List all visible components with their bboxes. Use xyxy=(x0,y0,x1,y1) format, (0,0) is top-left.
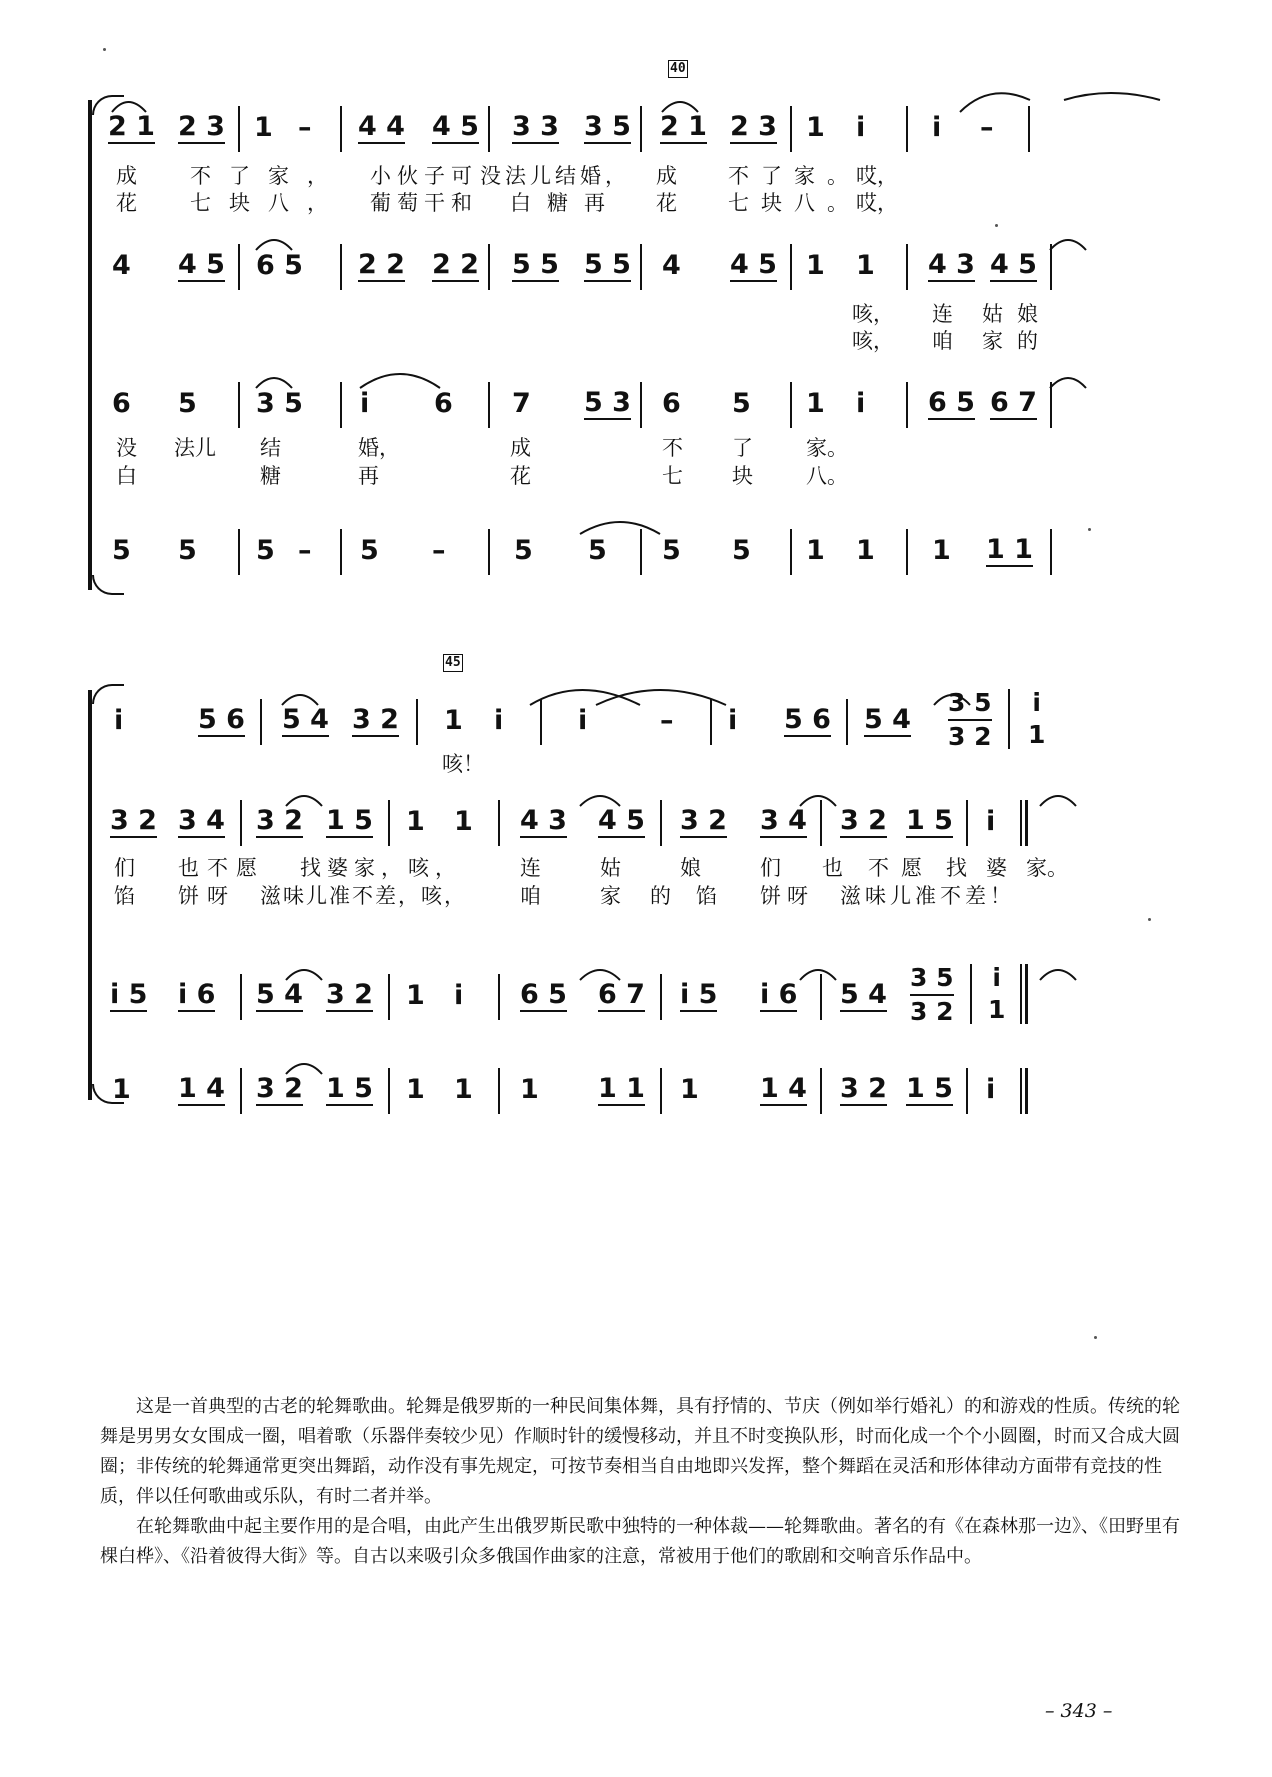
lyric: 们 xyxy=(760,856,781,880)
note: 3 2 xyxy=(110,805,157,836)
lyric: 连 xyxy=(520,856,541,880)
note: 3 2 xyxy=(352,704,399,735)
note: i xyxy=(578,705,588,736)
lyric: 咳！ xyxy=(442,752,484,776)
note: 2 1 xyxy=(108,111,155,142)
barline xyxy=(790,244,792,290)
barline xyxy=(1050,529,1052,575)
scan-speck xyxy=(1094,1336,1097,1339)
lyric: 咳， xyxy=(852,329,894,353)
barline xyxy=(498,974,500,1020)
note: i 6 xyxy=(178,979,216,1010)
note: 2 2 xyxy=(358,249,405,280)
note: 1 5 xyxy=(326,805,373,836)
note: i xyxy=(728,705,738,736)
note: 3 4 xyxy=(760,805,807,836)
lyric: 七块八， xyxy=(190,191,346,215)
lyric: 白 xyxy=(116,464,137,488)
note: 2 3 xyxy=(178,111,225,142)
note: 6 5 xyxy=(520,979,567,1010)
note: 5 4 xyxy=(864,704,911,735)
barline xyxy=(820,1068,822,1114)
note: – xyxy=(298,112,312,143)
barline xyxy=(660,974,662,1020)
note: 3 2 xyxy=(840,1073,887,1104)
note: 4 xyxy=(112,250,131,281)
barline xyxy=(906,244,908,290)
note: 1 1 xyxy=(986,534,1033,565)
note: 4 4 xyxy=(358,111,405,142)
barline xyxy=(1028,106,1030,152)
barline xyxy=(340,106,342,152)
barline xyxy=(906,106,908,152)
barline xyxy=(238,529,240,575)
lyric: 们 xyxy=(114,856,135,880)
note: 3 4 xyxy=(178,805,225,836)
note: 6 5 xyxy=(256,250,303,281)
note: 1 xyxy=(1028,720,1046,749)
measure-number-45: 45 xyxy=(445,655,461,670)
barline xyxy=(498,1068,500,1114)
note: 5 xyxy=(732,388,751,419)
note: 1 xyxy=(806,112,825,143)
barline xyxy=(790,382,792,428)
note: 4 xyxy=(662,250,681,281)
note: 1 xyxy=(254,112,273,143)
note: 1 4 xyxy=(760,1073,807,1104)
note: 6 xyxy=(112,388,131,419)
barline xyxy=(640,244,642,290)
page-number: – 343 – xyxy=(1045,1700,1113,1722)
barline xyxy=(790,106,792,152)
note: 6 5 xyxy=(928,387,975,418)
note: 5 3 xyxy=(584,387,631,418)
lyric: 成 xyxy=(656,164,677,188)
note: 6 7 xyxy=(598,979,645,1010)
lyric: 不 xyxy=(662,436,683,460)
note: 5 5 xyxy=(584,249,631,280)
lyric: 再 xyxy=(358,464,379,488)
barline xyxy=(488,106,490,152)
note: i xyxy=(1032,688,1041,717)
lyric: 连 xyxy=(932,302,953,326)
lyric: 家的 xyxy=(982,329,1052,353)
note: 2 2 xyxy=(432,249,479,280)
lyric: 咱 xyxy=(520,884,541,908)
note: 3 5 xyxy=(948,687,992,721)
s1-voice2 xyxy=(112,240,1170,300)
lyric: 找 xyxy=(946,856,967,880)
barline xyxy=(906,529,908,575)
barline xyxy=(540,699,542,745)
system1-bracket xyxy=(88,100,92,590)
note: i xyxy=(932,112,942,143)
lyric: 了 xyxy=(732,436,753,460)
note: 6 xyxy=(662,388,681,419)
lyric: 家。 xyxy=(1026,856,1068,880)
barline xyxy=(640,529,642,575)
lyric: 法儿 xyxy=(174,436,216,460)
lyric: 咳， xyxy=(852,302,894,326)
barline xyxy=(416,699,418,745)
lyric: 婆 xyxy=(986,856,1007,880)
note: 3 2 xyxy=(256,805,303,836)
lyric: 不了家， xyxy=(190,164,346,188)
barline xyxy=(846,699,848,745)
note: 6 xyxy=(434,388,453,419)
note: 2 3 xyxy=(730,111,777,142)
lyric: 滋味儿准不差！ xyxy=(840,884,1015,908)
barline xyxy=(660,1068,662,1114)
lyric: 饼呀 xyxy=(178,884,236,908)
lyric: 姑 xyxy=(600,856,621,880)
barline xyxy=(710,699,712,745)
lyric: 姑娘 xyxy=(982,302,1052,326)
note: 3 5 xyxy=(256,388,303,419)
note: i xyxy=(360,388,370,419)
note: 1 xyxy=(406,980,425,1011)
scan-speck xyxy=(1148,918,1151,921)
lyric: 糖 xyxy=(260,464,281,488)
paragraph-2: 在轮舞歌曲中起主要作用的是合唱，由此产生出俄罗斯民歌中独特的一种体裁——轮舞歌曲。著名的有《在森林那一边》、《田野里有棵白桦》、《沿着彼得大街》等。自古以来吸引众多俄国作曲家的注意，常被用于他们的歌剧和交响音乐作品中。 xyxy=(100,1516,1180,1567)
note: 2 1 xyxy=(660,111,707,142)
lyric: 花 xyxy=(116,191,137,215)
note: 5 xyxy=(256,535,275,566)
final-barline xyxy=(1020,1068,1028,1114)
lyric: 葡萄干和 xyxy=(370,191,478,215)
stacked-notes xyxy=(1028,687,1045,751)
note: 1 4 xyxy=(178,1073,225,1104)
note: – xyxy=(432,535,446,566)
lyric: 也 xyxy=(822,856,843,880)
lyric: 块 xyxy=(732,464,753,488)
note: 3 2 xyxy=(256,1073,303,1104)
note: 6 7 xyxy=(990,387,1037,418)
note: 5 4 xyxy=(282,704,329,735)
note: – xyxy=(660,705,674,736)
lyric: 家 xyxy=(600,884,621,908)
note: 4 5 xyxy=(990,249,1037,280)
s1-voice3 xyxy=(112,378,1170,438)
note: 1 xyxy=(856,535,875,566)
barline xyxy=(488,382,490,428)
lyric: 小伙子可 xyxy=(370,164,478,188)
barline xyxy=(966,1068,968,1114)
note: 3 5 xyxy=(910,962,954,996)
barline xyxy=(660,800,662,846)
barline xyxy=(820,974,822,1020)
note: 1 xyxy=(454,806,473,837)
measure-number-40: 40 xyxy=(670,61,686,76)
note: 1 xyxy=(406,1074,425,1105)
note: 1 xyxy=(520,1074,539,1105)
barline xyxy=(340,382,342,428)
barline xyxy=(240,974,242,1020)
note: i xyxy=(494,705,504,736)
note: 5 xyxy=(732,535,751,566)
note: 1 xyxy=(112,1074,131,1105)
stacked-notes xyxy=(988,962,1005,1026)
note: 3 2 xyxy=(910,997,954,1026)
note: 3 2 xyxy=(840,805,887,836)
lyric: 找婆家，咳， xyxy=(300,856,462,880)
barline xyxy=(906,382,908,428)
barline xyxy=(970,964,972,1024)
note: 1 xyxy=(806,388,825,419)
note: 1 5 xyxy=(906,805,953,836)
note: 4 3 xyxy=(520,805,567,836)
watermark-logo xyxy=(900,1752,1200,1772)
lyric: 娘 xyxy=(680,856,701,880)
note: 5 xyxy=(178,388,197,419)
final-barline xyxy=(1020,800,1028,846)
lyric: 成 xyxy=(510,436,531,460)
stacked-notes xyxy=(948,687,992,753)
note: 5 5 xyxy=(512,249,559,280)
stacked-notes xyxy=(910,962,954,1028)
note: i xyxy=(986,806,996,837)
note: 4 5 xyxy=(178,249,225,280)
barline xyxy=(240,1068,242,1114)
barline xyxy=(488,529,490,575)
barline xyxy=(388,974,390,1020)
lyric: 咱 xyxy=(932,329,953,353)
note: – xyxy=(298,535,312,566)
barline xyxy=(966,800,968,846)
lyric: 不了家。 xyxy=(728,164,860,188)
barline xyxy=(1008,689,1010,749)
note: i xyxy=(454,980,464,1011)
note: 1 5 xyxy=(906,1073,953,1104)
barline xyxy=(640,106,642,152)
barline xyxy=(498,800,500,846)
note: i xyxy=(986,1074,996,1105)
s1-voice1 xyxy=(108,102,1170,162)
barline xyxy=(388,1068,390,1114)
lyric: 白糖再 xyxy=(510,191,621,215)
scan-speck xyxy=(103,48,106,51)
note: 3 3 xyxy=(512,111,559,142)
lyric: 花 xyxy=(656,191,677,215)
barline xyxy=(238,382,240,428)
note: 3 2 xyxy=(326,979,373,1010)
barline xyxy=(1050,382,1052,428)
note: 5 xyxy=(514,535,533,566)
lyric: 结 xyxy=(260,436,281,460)
lyric: 哎， xyxy=(856,164,898,188)
barline xyxy=(240,800,242,846)
note: 1 xyxy=(806,535,825,566)
note: 7 xyxy=(512,388,531,419)
note: 1 xyxy=(988,995,1006,1024)
lyric: 馅 xyxy=(696,884,717,908)
note: 5 xyxy=(178,535,197,566)
barline xyxy=(340,244,342,290)
note: 1 xyxy=(454,1074,473,1105)
lyric: 八。 xyxy=(806,464,848,488)
note: 1 xyxy=(680,1074,699,1105)
note: i xyxy=(114,705,124,736)
s2-voice4 xyxy=(112,1064,1170,1124)
scan-speck xyxy=(995,224,998,227)
note: 4 5 xyxy=(730,249,777,280)
lyric: 花 xyxy=(510,464,531,488)
lyric: 没法儿结婚， xyxy=(480,164,630,188)
barline xyxy=(488,244,490,290)
final-barline xyxy=(1020,964,1028,1024)
note: 3 2 xyxy=(948,722,992,751)
lyric: 七块八。 xyxy=(728,191,860,215)
lyric: 饼呀 xyxy=(760,884,814,908)
system2-bracket xyxy=(88,690,92,1100)
s2-voice2 xyxy=(110,796,1170,856)
note: 1 5 xyxy=(326,1073,373,1104)
lyric: 成 xyxy=(116,164,137,188)
note: 5 4 xyxy=(256,979,303,1010)
note: i 5 xyxy=(680,979,718,1010)
s2-voice3 xyxy=(110,963,1170,1030)
note: 5 xyxy=(588,535,607,566)
barline xyxy=(820,800,822,846)
barline xyxy=(790,529,792,575)
barline xyxy=(1050,244,1052,290)
note: 5 xyxy=(662,535,681,566)
lyric: 没 xyxy=(116,436,137,460)
note: – xyxy=(980,112,994,143)
note: 5 6 xyxy=(784,704,831,735)
note: 3 5 xyxy=(584,111,631,142)
lyric: 家。 xyxy=(806,436,848,460)
lyric: 也不愿 xyxy=(178,856,265,880)
s2-voice1 xyxy=(114,688,1170,755)
barline xyxy=(388,800,390,846)
note: 5 xyxy=(360,535,379,566)
note: 1 xyxy=(444,705,463,736)
note: 5 xyxy=(112,535,131,566)
note: 5 4 xyxy=(840,979,887,1010)
note: i 6 xyxy=(760,979,798,1010)
lyric: 哎， xyxy=(856,191,898,215)
barline xyxy=(340,529,342,575)
commentary-text xyxy=(100,1392,1180,1572)
lyric: 馅 xyxy=(114,884,135,908)
lyric: 婚， xyxy=(358,436,400,460)
note: 4 5 xyxy=(432,111,479,142)
note: i xyxy=(856,388,866,419)
paragraph-1: 这是一首典型的古老的轮舞歌曲。轮舞是俄罗斯的一种民间集体舞，具有抒情的、节庆（例如举行婚礼）的和游戏的性质。传统的轮舞是男男女女围成一圈，唱着歌（乐器伴奏较少见）作顺时针的缓慢移动，并且不时变换队形，时而化成一个个小圆圈，时而又合成大圆圈；非传统的轮舞通常更突出舞蹈，动作没有事先规定，可按节奏相当自由地即兴发挥，整个舞蹈在灵活和形体律动方面带有竞技的性质，伴以任何歌曲或乐队，有时二者并举。 xyxy=(100,1396,1180,1507)
s1-voice4 xyxy=(112,525,1170,585)
note: 1 xyxy=(806,250,825,281)
note: 1 1 xyxy=(598,1073,645,1104)
lyric: 七 xyxy=(662,464,683,488)
note: i xyxy=(856,112,866,143)
note: i xyxy=(992,963,1001,992)
barline xyxy=(238,106,240,152)
lyric: 的 xyxy=(650,884,671,908)
note: 1 xyxy=(406,806,425,837)
note: 5 6 xyxy=(198,704,245,735)
note: i 5 xyxy=(110,979,148,1010)
note: 1 xyxy=(856,250,875,281)
note: 4 3 xyxy=(928,249,975,280)
barline xyxy=(238,244,240,290)
note: 3 2 xyxy=(680,805,727,836)
barline xyxy=(640,382,642,428)
lyric: 滋味儿准不差，咳， xyxy=(260,884,467,908)
lyric: 不愿 xyxy=(868,856,934,880)
note: 4 5 xyxy=(598,805,645,836)
scan-speck xyxy=(1088,528,1091,531)
note: 1 xyxy=(932,535,951,566)
barline xyxy=(260,699,262,745)
